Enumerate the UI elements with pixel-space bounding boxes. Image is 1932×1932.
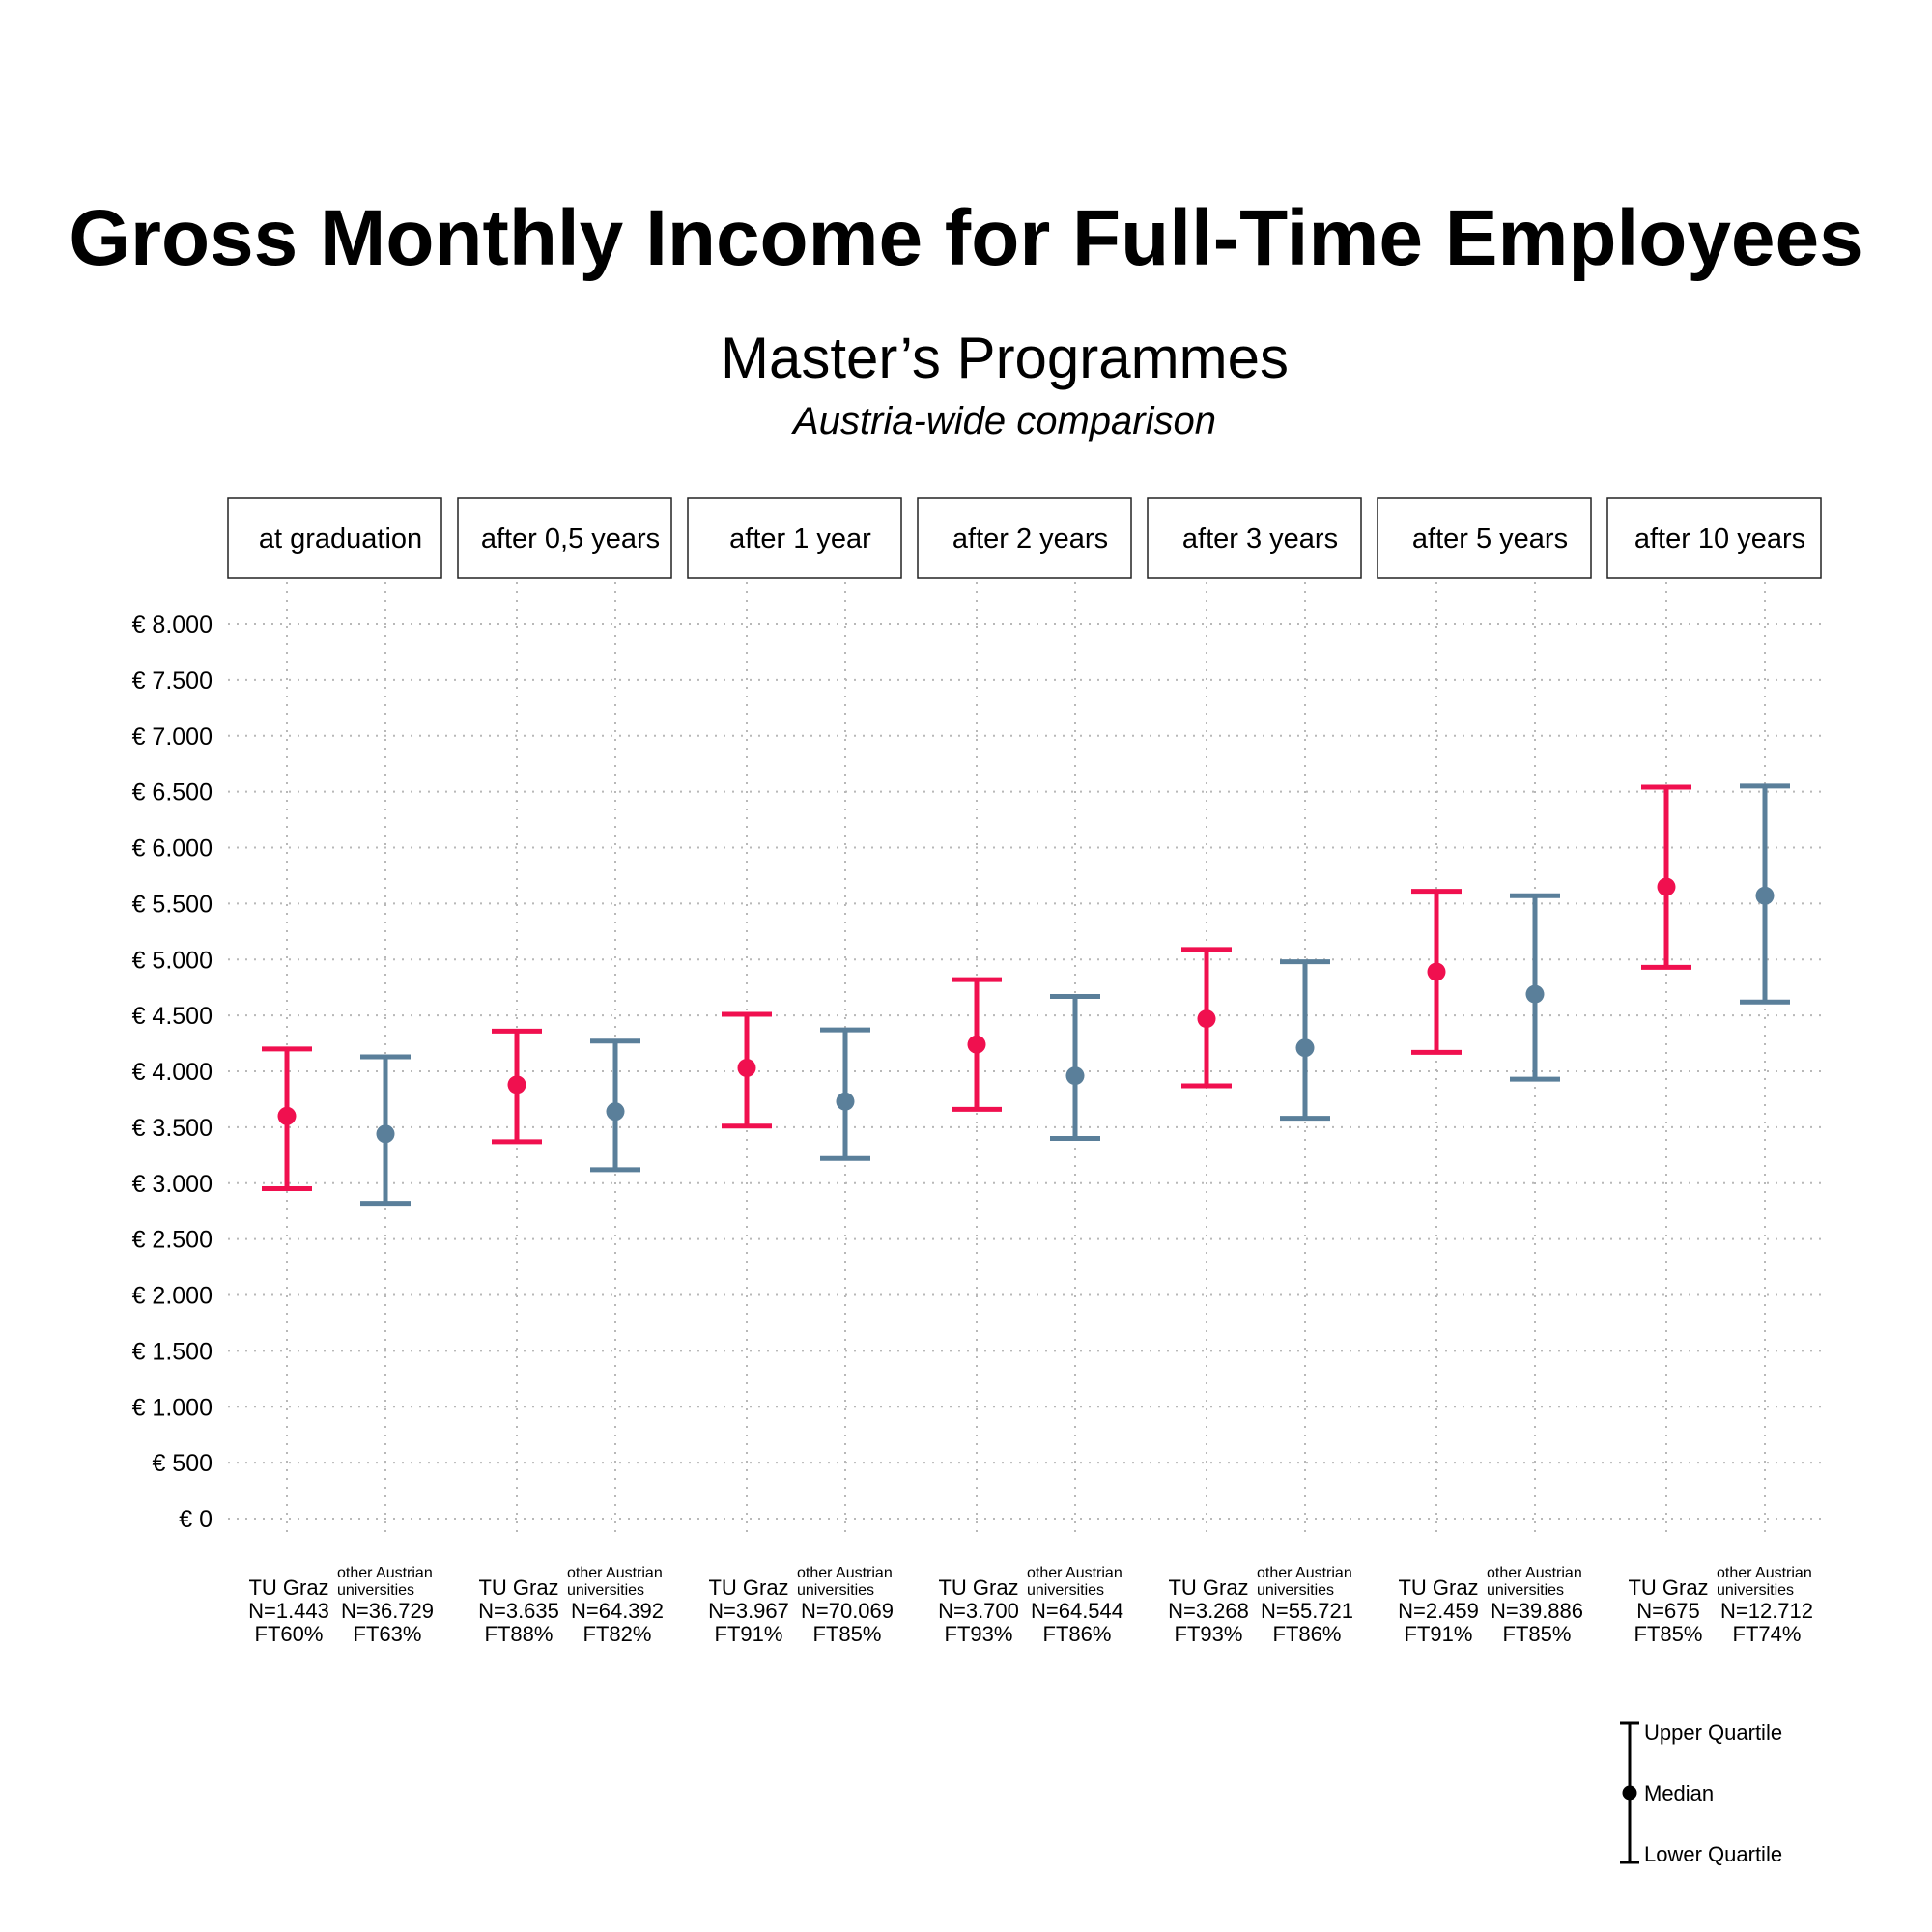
full-time-share-label: FT88% bbox=[484, 1622, 554, 1646]
category-label-tu-graz: TU Graz bbox=[1168, 1576, 1249, 1600]
y-tick-label: € 1.000 bbox=[131, 1394, 213, 1422]
category-label-other-line2: universities bbox=[337, 1582, 415, 1599]
legend-median-label: Median bbox=[1644, 1781, 1715, 1805]
median-point bbox=[1658, 878, 1676, 896]
legend-median-point bbox=[1623, 1786, 1637, 1801]
category-label-other-line1: other Austrian bbox=[1027, 1565, 1122, 1581]
y-tick-label: € 0 bbox=[179, 1506, 213, 1533]
y-tick-label: € 5.500 bbox=[131, 891, 213, 919]
median-point bbox=[1428, 962, 1446, 980]
legend-lower-label: Lower Quartile bbox=[1644, 1842, 1783, 1866]
full-time-share-label: FT86% bbox=[1272, 1622, 1342, 1646]
full-time-share-label: FT74% bbox=[1732, 1622, 1802, 1646]
sample-size-label: N=3.967 bbox=[708, 1599, 789, 1623]
panel-header-label: at graduation bbox=[258, 524, 423, 554]
full-time-share-label: FT86% bbox=[1042, 1622, 1112, 1646]
sample-size-label: N=3.268 bbox=[1168, 1599, 1249, 1623]
full-time-share-label: FT82% bbox=[582, 1622, 652, 1646]
y-tick-label: € 8.000 bbox=[131, 611, 213, 639]
category-label-other-line2: universities bbox=[567, 1582, 645, 1599]
y-tick-label: € 6.000 bbox=[131, 835, 213, 863]
full-time-share-label: FT91% bbox=[1404, 1622, 1473, 1646]
full-time-share-label: FT85% bbox=[1502, 1622, 1572, 1646]
y-tick-label: € 7.000 bbox=[131, 723, 213, 751]
median-point bbox=[377, 1124, 395, 1143]
sample-size-label: N=3.635 bbox=[478, 1599, 559, 1623]
full-time-share-label: FT93% bbox=[1174, 1622, 1243, 1646]
sample-size-label: N=64.544 bbox=[1030, 1599, 1124, 1623]
category-label-tu-graz: TU Graz bbox=[708, 1576, 789, 1600]
category-label-other-line2: universities bbox=[1257, 1582, 1335, 1599]
category-label-other-line2: universities bbox=[1717, 1582, 1795, 1599]
category-label-other-line1: other Austrian bbox=[567, 1565, 663, 1581]
sample-size-label: N=70.069 bbox=[800, 1599, 895, 1623]
sample-size-label: N=3.700 bbox=[938, 1599, 1019, 1623]
median-point bbox=[837, 1093, 855, 1111]
median-point bbox=[1066, 1066, 1085, 1085]
full-time-share-label: FT63% bbox=[353, 1622, 422, 1646]
panel-header-label: after 10 years bbox=[1634, 524, 1806, 554]
category-label-other-line2: universities bbox=[1027, 1582, 1105, 1599]
y-tick-label: € 4.000 bbox=[131, 1059, 213, 1086]
chart-subtitle: Master’s Programmes bbox=[721, 326, 1289, 390]
category-label-tu-graz: TU Graz bbox=[938, 1576, 1019, 1600]
panel-header-label: after 2 years bbox=[952, 524, 1109, 554]
panel-header-label: after 3 years bbox=[1181, 524, 1339, 554]
y-tick-label: € 2.500 bbox=[131, 1226, 213, 1254]
sample-size-label: N=39.886 bbox=[1490, 1599, 1584, 1623]
sample-size-label: N=1.443 bbox=[248, 1599, 329, 1623]
y-tick-label: € 1.500 bbox=[131, 1338, 213, 1366]
median-point bbox=[1526, 985, 1545, 1004]
median-point bbox=[968, 1036, 986, 1054]
panel-header-label: after 1 year bbox=[729, 524, 871, 554]
median-point bbox=[508, 1075, 526, 1094]
median-point bbox=[607, 1102, 625, 1121]
category-label-other-line1: other Austrian bbox=[1487, 1565, 1582, 1581]
full-time-share-label: FT91% bbox=[714, 1622, 783, 1646]
sample-size-label: N=675 bbox=[1636, 1599, 1700, 1623]
y-tick-label: € 7.500 bbox=[131, 667, 213, 695]
chart-note: Austria-wide comparison bbox=[793, 400, 1216, 442]
panel-header-label: after 5 years bbox=[1411, 524, 1569, 554]
category-label-tu-graz: TU Graz bbox=[248, 1576, 329, 1600]
median-point bbox=[1756, 887, 1775, 905]
y-tick-label: € 4.500 bbox=[131, 1003, 213, 1031]
sample-size-label: N=2.459 bbox=[1398, 1599, 1479, 1623]
category-label-other-line1: other Austrian bbox=[797, 1565, 893, 1581]
median-point bbox=[738, 1059, 756, 1077]
sample-size-label: N=55.721 bbox=[1260, 1599, 1354, 1623]
category-label-tu-graz: TU Graz bbox=[1398, 1576, 1479, 1600]
panel-header-label: after 0,5 years bbox=[480, 524, 661, 554]
category-label-tu-graz: TU Graz bbox=[1628, 1576, 1709, 1600]
category-label-other-line2: universities bbox=[797, 1582, 875, 1599]
full-time-share-label: FT93% bbox=[944, 1622, 1013, 1646]
chart-title: Gross Monthly Income for Full-Time Employees bbox=[69, 194, 1863, 282]
full-time-share-label: FT85% bbox=[1634, 1622, 1703, 1646]
y-tick-label: € 6.500 bbox=[131, 779, 213, 807]
category-label-other-line1: other Austrian bbox=[1257, 1565, 1352, 1581]
category-label-tu-graz: TU Graz bbox=[478, 1576, 559, 1600]
y-tick-label: € 5.000 bbox=[131, 947, 213, 975]
y-tick-label: € 3.500 bbox=[131, 1114, 213, 1142]
median-point bbox=[278, 1107, 297, 1125]
category-label-other-line1: other Austrian bbox=[337, 1565, 433, 1581]
full-time-share-label: FT60% bbox=[254, 1622, 324, 1646]
sample-size-label: N=36.729 bbox=[340, 1599, 435, 1623]
category-label-other-line2: universities bbox=[1487, 1582, 1565, 1599]
median-point bbox=[1198, 1009, 1216, 1028]
y-tick-label: € 500 bbox=[152, 1450, 213, 1478]
category-label-other-line1: other Austrian bbox=[1717, 1565, 1812, 1581]
y-tick-label: € 3.000 bbox=[131, 1170, 213, 1198]
full-time-share-label: FT85% bbox=[812, 1622, 882, 1646]
legend-upper-label: Upper Quartile bbox=[1644, 1720, 1783, 1745]
sample-size-label: N=64.392 bbox=[570, 1599, 665, 1623]
sample-size-label: N=12.712 bbox=[1719, 1599, 1814, 1623]
median-point bbox=[1296, 1038, 1315, 1057]
y-tick-label: € 2.000 bbox=[131, 1282, 213, 1310]
